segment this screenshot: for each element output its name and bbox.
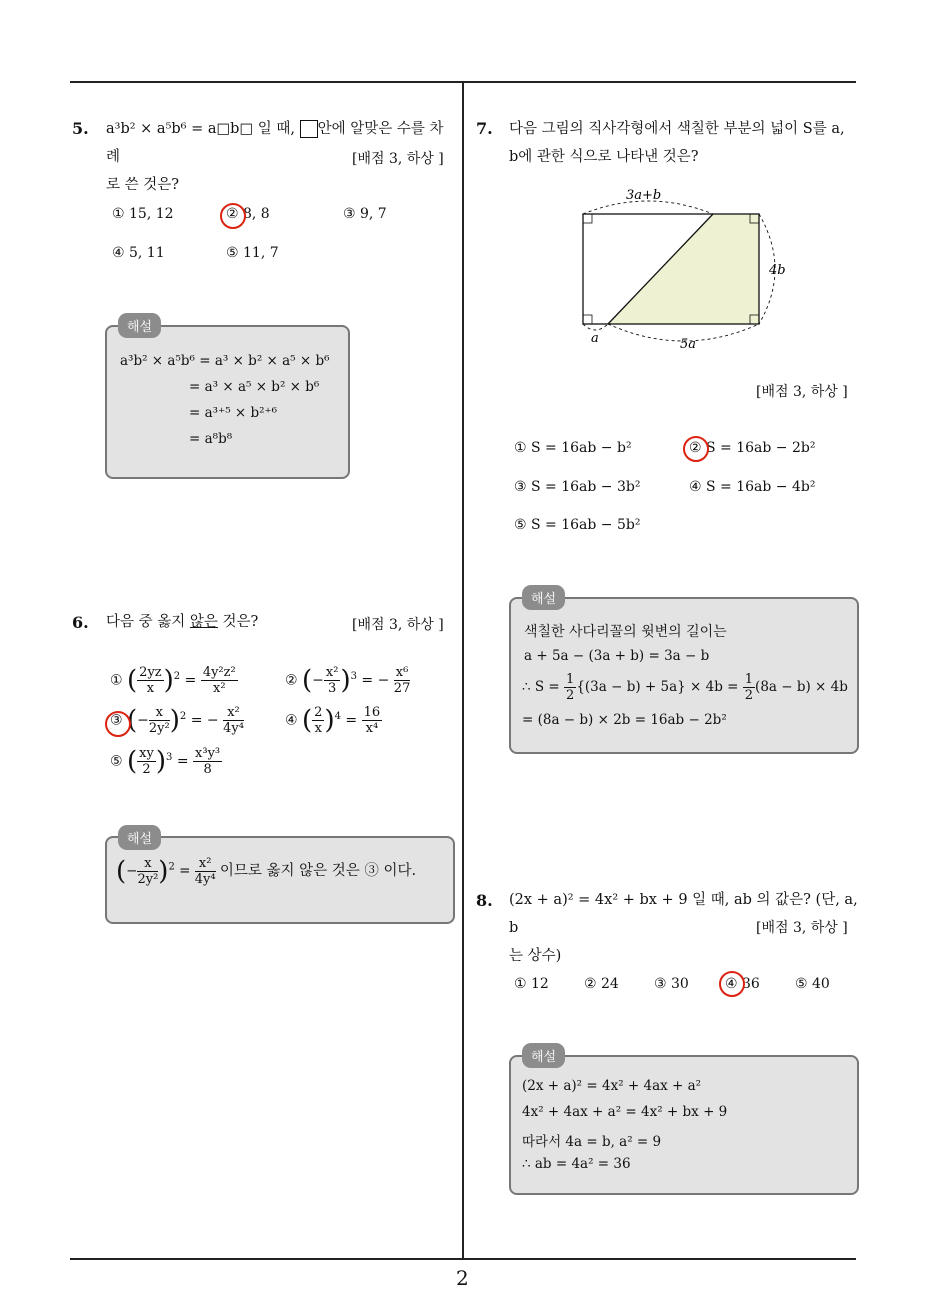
q7-solution-line-4: = (8a − b) × 2b = 16ab − 2b² [522, 712, 727, 728]
q6-o5-rhs-frac [193, 746, 222, 777]
q6-text-a: 다음 중 옳지 [106, 614, 186, 630]
q6-text-underlined: 않은 [189, 614, 218, 630]
q6-sol-exp: 2 [168, 861, 175, 873]
q7-sol-half-den: 2 [566, 688, 575, 703]
q7-sol-l3-a: ∴ S = [522, 679, 560, 695]
dimension-arc-a [583, 324, 608, 330]
q6-answer-circle [105, 711, 131, 737]
q7-score: [배점 3, 하상 ] [756, 384, 848, 400]
q8-answer-circle [719, 971, 745, 997]
q6-option-3-mark: ③ [110, 712, 123, 729]
q6-question [106, 608, 258, 636]
label-bottom: 5a [680, 337, 697, 352]
label-top: 3a+b [626, 188, 662, 203]
q8-solution-line-1: (2x + a)² = 4x² + 4ax + a² [522, 1078, 702, 1094]
q7-text-a: 다음 그림의 직사각형에서 색칠한 부분의 넓이 S를 a, [509, 121, 845, 137]
q6-o3-rhs-den: 4y⁴ [223, 721, 244, 736]
q5-option-5[interactable]: ⑤ 11, 7 [226, 245, 279, 261]
q8-option-5[interactable]: ⑤ 40 [795, 976, 830, 992]
q7-sol-half-num-2: 1 [744, 672, 754, 687]
q5-solution-line-2: = a³ × a⁵ × b² × b⁶ [189, 379, 320, 395]
q5-score: [배점 3, 하상 ] [352, 151, 444, 167]
q6-o5-lhs-frac [137, 746, 156, 777]
q6-o5-lhs-num: xy [139, 746, 154, 761]
q6-o1-lhs-den: x [146, 681, 155, 696]
q6-o4-exp: 4 [334, 710, 341, 722]
q6-o3-lhs-frac [149, 705, 170, 736]
q6-sol-num: x [137, 856, 158, 872]
q7-option-2[interactable]: ② S = 16ab − 2b² [689, 440, 816, 456]
right-angle-mark [583, 315, 592, 324]
q7-option-4[interactable]: ④ S = 16ab − 4b² [689, 479, 816, 495]
q8-solution-line-3: 따라서 4a = b, a² = 9 [522, 1134, 662, 1150]
q6-o5-exp: 3 [166, 751, 173, 763]
q6-o4-rhs-num: 16 [363, 705, 381, 720]
q6-o1-rhs-num: 4y²z² [202, 665, 236, 680]
right-angle-mark [583, 214, 592, 223]
q5-solution-tag: 해설 [118, 313, 161, 338]
q6-o2-rhs-frac [394, 665, 411, 696]
q8-solution-box [509, 1055, 859, 1195]
column-divider [462, 82, 464, 1259]
q8-solution-tag: 해설 [522, 1043, 565, 1068]
q6-o5-lhs-den: 2 [142, 762, 151, 777]
q6-option-5-mark: ⑤ [110, 753, 123, 770]
q6-o1-exp: 2 [173, 670, 181, 682]
q6-sol-rhs-den: 4y⁴ [194, 872, 216, 887]
q6-o5-rhs-num: x³y³ [195, 746, 221, 761]
q7-question [509, 115, 869, 171]
q6-sol-text: 이므로 옳지 않은 것은 ③ 이다. [219, 863, 417, 879]
q6-solution-tag: 해설 [118, 825, 161, 850]
q6-o4-lhs-frac [312, 705, 324, 736]
q6-o4-rhs-frac [362, 705, 383, 736]
q8-option-2[interactable]: ② 24 [584, 976, 619, 992]
q5-number: 5. [72, 119, 89, 138]
q6-o1-lhs-num: 2yz [139, 665, 162, 680]
q5-answer-circle [220, 203, 246, 229]
q7-solution-line-3 [522, 672, 848, 703]
q8-text-a: (2x + a)² = 4x² + bx + 9 일 때, ab 의 값은? (단, a, b [509, 892, 858, 936]
q7-sol-l3-c: (8a − b) × 4b [755, 679, 848, 695]
q7-sol-half-num: 1 [566, 672, 575, 687]
q5-option-4[interactable]: ④ 5, 11 [112, 245, 165, 261]
q6-option-5[interactable]: ⑤ ( $\frac{xy}{2}$ )$^3$ = $\frac{\text{x³y³}}{8}$ [110, 746, 221, 777]
q6-option-1[interactable]: ① ( $\frac{2yz}{x}$ )$^2$ = $\frac{\text{4y²z²}}{\text{x²}}$ [110, 665, 236, 696]
q6-o2-rhs-num: x⁶ [395, 665, 409, 680]
q7-text-b: b에 관한 식으로 나타낸 것은? [509, 149, 699, 165]
q7-option-3[interactable]: ③ S = 16ab − 3b² [514, 479, 641, 495]
q5-solution-line-1: a³b² × a⁵b⁶ = a³ × b² × a⁵ × b⁶ [120, 353, 330, 369]
q8-solution-line-2: 4x² + 4ax + a² = 4x² + bx + 9 [522, 1104, 728, 1120]
q7-sol-l3-b: {(3a − b) + 5a} × 4b = [576, 679, 739, 695]
q6-o2-lhs-num: x² [325, 665, 339, 680]
label-right: 4b [769, 263, 786, 278]
q6-o3-rhs-frac [223, 705, 244, 736]
q5-solution-box [105, 325, 350, 479]
q6-sol-rhs-num: x² [195, 856, 216, 872]
q6-solution-line: (− $\frac{x}{\text{2y²}}$ )$^2$ = $\frac{\text{x²}}{\text{4y⁴}}$ 이므로 옳지 않은 것은 ③ 이다. [116, 856, 417, 887]
q7-option-5[interactable]: ⑤ S = 16ab − 5b² [514, 517, 641, 533]
bottom-rule [70, 1258, 856, 1260]
q6-option-4-mark: ④ [285, 712, 298, 729]
q5-option-2[interactable]: ② 8, 8 [226, 206, 270, 222]
q7-sol-half-2 [743, 672, 755, 703]
q8-solution-line-4: ∴ ab = 4a² = 36 [522, 1156, 631, 1172]
q6-o1-lhs-frac [137, 665, 163, 696]
q6-o3-rhs-num: x² [223, 705, 244, 721]
q6-score: [배점 3, 하상 ] [352, 617, 444, 633]
q7-answer-circle [683, 436, 709, 462]
q8-text-b: 는 상수) [509, 948, 562, 964]
q6-o2-lhs-den: 3 [328, 681, 337, 696]
page-number: 2 [456, 1266, 469, 1290]
q6-o2-rhs-den: 27 [393, 681, 411, 696]
q6-option-2-mark: ② [285, 672, 298, 689]
q5-text-b: 안에 알맞은 수를 차례 [106, 121, 444, 165]
q6-o4-rhs-den: x⁴ [365, 721, 379, 736]
label-a: a [591, 331, 599, 346]
q7-number: 7. [476, 119, 493, 138]
q6-o3-lhs-num: x [149, 705, 170, 721]
q6-option-1-mark: ① [110, 672, 123, 689]
q6-o5-rhs-den: 8 [203, 762, 212, 777]
q8-number: 8. [476, 891, 493, 910]
q7-option-1[interactable]: ① S = 16ab − b² [514, 440, 632, 456]
q6-o1-rhs-den: x² [212, 681, 226, 696]
q6-option-4[interactable]: ④ ( $\frac{2}{x}$ )$^4$ = $\frac{16}{\text{x⁴}}$ [285, 705, 381, 736]
q7-solution-tag: 해설 [522, 585, 565, 610]
q7-sol-half-den-2: 2 [744, 688, 754, 703]
q8-option-1[interactable]: ① 12 [514, 976, 549, 992]
q6-o3-exp: 2 [179, 710, 187, 722]
q7-solution-line-1: 색칠한 사다리꼴의 윗변의 길이는 [524, 624, 727, 640]
q7-solution-line-2: a + 5a − (3a + b) = 3a − b [524, 648, 710, 664]
q6-o4-lhs-num: 2 [314, 705, 323, 720]
q8-option-3[interactable]: ③ 30 [654, 976, 689, 992]
q5-text-a: a³b² × a⁵b⁶ = a□b□ 일 때, [106, 121, 296, 137]
q6-option-2[interactable]: ② (− $\frac{\text{x²}}{3}$ )$^3$ = − $\frac{\text{x⁶}}{27}$ [285, 665, 411, 696]
q7-rectangle-figure [576, 182, 796, 352]
q6-o2-lhs-frac [324, 665, 341, 696]
q5-solution-line-3: = a³⁺⁵ × b²⁺⁶ [189, 405, 278, 421]
q6-sol-frac [137, 856, 158, 887]
shaded-trapezoid [608, 214, 759, 324]
q6-o3-lhs-den: 2y² [148, 721, 170, 736]
q6-o1-rhs-frac [201, 665, 238, 696]
q8-score: [배점 3, 하상 ] [756, 920, 848, 936]
q6-sol-rhs-frac [195, 856, 216, 887]
q5-text-c: 로 쓴 것은? [106, 177, 180, 193]
q6-o2-exp: 3 [350, 670, 357, 682]
q6-number: 6. [72, 613, 89, 632]
q5-option-1[interactable]: ① 15, 12 [112, 206, 174, 222]
blank-box [300, 120, 318, 138]
q6-text-b: 것은? [222, 614, 259, 630]
q5-option-3[interactable]: ③ 9, 7 [343, 206, 387, 222]
q8-option-4[interactable]: ④ 36 [725, 976, 760, 992]
q5-solution-line-4: = a⁸b⁸ [189, 431, 233, 447]
q6-option-3[interactable]: ③ (− $\frac{x}{\text{2y²}}$ )$^2$ = − $\frac{\text{x²}}{\text{4y⁴}}$ [110, 705, 244, 736]
q7-sol-half-1 [564, 672, 576, 703]
q6-sol-den: 2y² [137, 872, 159, 887]
q6-o4-lhs-den: x [314, 721, 322, 736]
